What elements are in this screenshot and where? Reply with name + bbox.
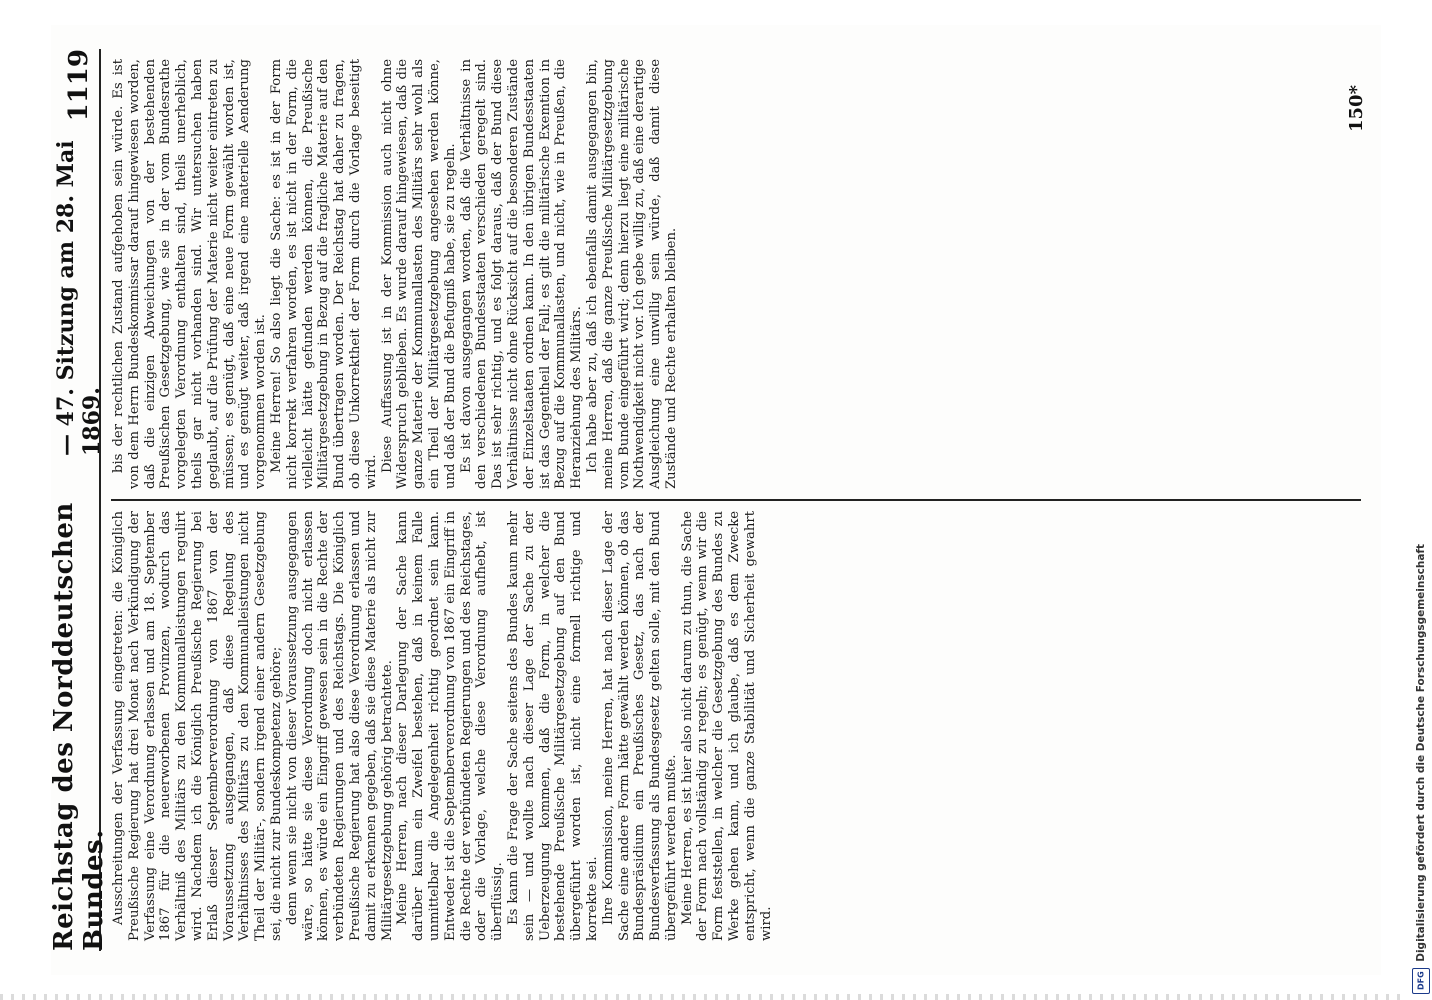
dfg-logo-icon: DFG [1412,968,1430,994]
newspaper-page [51,25,1381,975]
text-columns [111,49,1361,951]
paragraph: denn wenn sie nicht von dieser Voraussetzung ausgegangen wäre, so hätte sie diese Verordnung doch nicht erlassen können, es würde ein Eingriff gewesen sein in die Rechte der verbündeten Regierungen und des Reichstags. Die Königlich Preußische Regierung hat also diese Verordnung erlassen und damit zu erkennen gegeben, daß sie diese Materie als nicht zur Militärgesetzgebung gehörig betrachtete. [284,511,395,941]
page-number: 1119 [64,49,94,122]
paragraph: Ich habe aber zu, daß ich ebenfalls damit ausgegangen bin, meine Herren, daß die ganze Preußische Militärgesetzgebung vom Bunde eingeführt wird; denn hierzu liegt eine militärische Nothwendigkeit nicht vor. Ich gebe willig zu, daß eine derartige Ausgleichung eine unwillig sein würde, daß damit diese Zustände und Rechte erhalten bleiben. [584,59,679,489]
paragraph: Ausschreitungen der Verfassung eingetreten: die Königlich Preußische Regierung hat drei Monat nach Verkündigung der Verfassung eine Verordnung erlassen und am 18. September 1867 für die neuerworbenen Provinzen, wodurch das Verhältniß des Militärs zu den Kommunalleistungen regulirt wird. Nachdem ich die Königlich Preußische Regierung bei Erlaß dieser Septemberverordnung von 1867 von der Voraussetzung ausgegangen, daß diese Regelung des Verhältnisses des Militärs zu den Kommunalleistungen nicht Theil der Militär-, sondern irgend einer andern Gesetzgebung sei, die nicht zur Bundeskompetenz gehöre; [111,511,284,941]
paragraph: Meine Herren, nach dieser Darlegung der Sache kann darüber kaum ein Zweifel bestehen, daß in keinem Falle unmittelbar die Angelegenheit richtig geordnet sein kann. Entweder ist die Septemberverordnung von 1867 ein Eingriff in die Rechte der verbündeten Regierungen und des Reichstages, oder die Vorlage, welche diese Verordnung aufhebt, ist überflüssig. [395,511,506,941]
paragraph: bis der rechtlichen Zustand aufgehoben sein würde. Es ist von dem Herrn Bundeskommissar darauf hingewiesen worden, daß die einzigen Abweichungen von der bestehenden Preußischen Gesetzgebung, wie sie in der vom Bundesrathe vorgelegten Verordnung enthalten sind, theils unerheblich, theils gar nicht vorhanden sind. Wir untersuchen haben geglaubt, auf die Prüfung der Materie nicht weiter eintreten zu müssen; es genügt, daß eine neue Form gewählt worden ist, und es genügt weiter, daß irgend eine materielle Aenderung vorgenommen worden ist. [111,59,269,489]
column-divider [111,499,1361,501]
sheet-signature: 150* [1346,85,1367,132]
left-column [111,501,1361,951]
paragraph: Es ist davon ausgegangen worden, daß die Verhältnisse in den verschiedenen Bundesstaaten verschieden geregelt sind. Das ist sehr richtig, und es folgt daraus, daß der Bund diese Verhältnisse nicht ohne Rücksicht auf die besonderen Zustände der Einzelstaaten ordnen kann. In den übrigen Bundesstaaten ist das Gegentheil der Fall; es gilt die militärische Exemtion in Bezug auf die Kommunallasten, und nicht, wie in Preußen, die Heranziehung des Militärs. [458,59,585,489]
right-column [111,49,1361,499]
credit-text: Digitalisierung gefördert durch die Deutsche Forschungsgemeinschaft [1415,544,1427,962]
running-head [49,49,109,951]
session-label: — 47. Sitzung am 28. Mai 1869. [53,140,105,457]
page-title: Reichstag des Norddeutschen Bundes. [49,502,109,951]
digitization-credit [1410,0,1432,1000]
paragraph: Meine Herren! So also liegt die Sache: es ist in der Form nicht korrekt verfahren worden, es ist nicht in der Form, die vielleicht hätte gefunden werden können, die Preußische Militärgesetzgebung in Bezug auf die fragliche Materie auf den Bund übertragen worden. Der Reichstag hat daher zu fragen, ob diese Unkorrektheit der Form durch die Vorlage beseitigt wird. [268,59,379,489]
paragraph: Ihre Kommission, meine Herren, hat nach dieser Lage der Sache eine andere Form hätte gewählt werden können, ob das Bundespräsidium ein Preußisches Gesetz, das nach der Bundesverfassung als Bundesgesetz gelten solle, mit den Bund übergeführt werden mußte. [600,511,679,941]
paragraph: Es kann die Frage der Sache seitens des Bundes kaum mehr sein — und wollte nach dieser Lage der Sache zu der Ueberzeugung kommen, daß die Form, in welcher die bestehende Preußische Militärgesetzgebung auf den Bund übergeführt worden ist, nicht eine formell richtige und korrekte sei. [505,511,600,941]
scan-edge [0,994,1402,1000]
paragraph: Meine Herren, es ist hier also nicht darum zu thun, die Sache der Form nach vollständig zu regeln; es genügt, wenn wir die Form feststellen, in welcher die Gesetzgebung des Bundes zu Werke gehen kann, und ich glaube, daß es dem Zwecke entspricht, wenn die ganze Stabilität und Sicherheit gewahrt wird. [679,511,774,941]
paragraph: Diese Auffassung ist in der Kommission auch nicht ohne Widerspruch geblieben. Es wurde darauf hingewiesen, daß die ganze Materie der Kommunallasten des Militärs sehr wohl als ein Theil der Militärgesetzgebung angesehen werden könne, und daß der Bund die Befugniß habe, sie zu regeln. [379,59,458,489]
